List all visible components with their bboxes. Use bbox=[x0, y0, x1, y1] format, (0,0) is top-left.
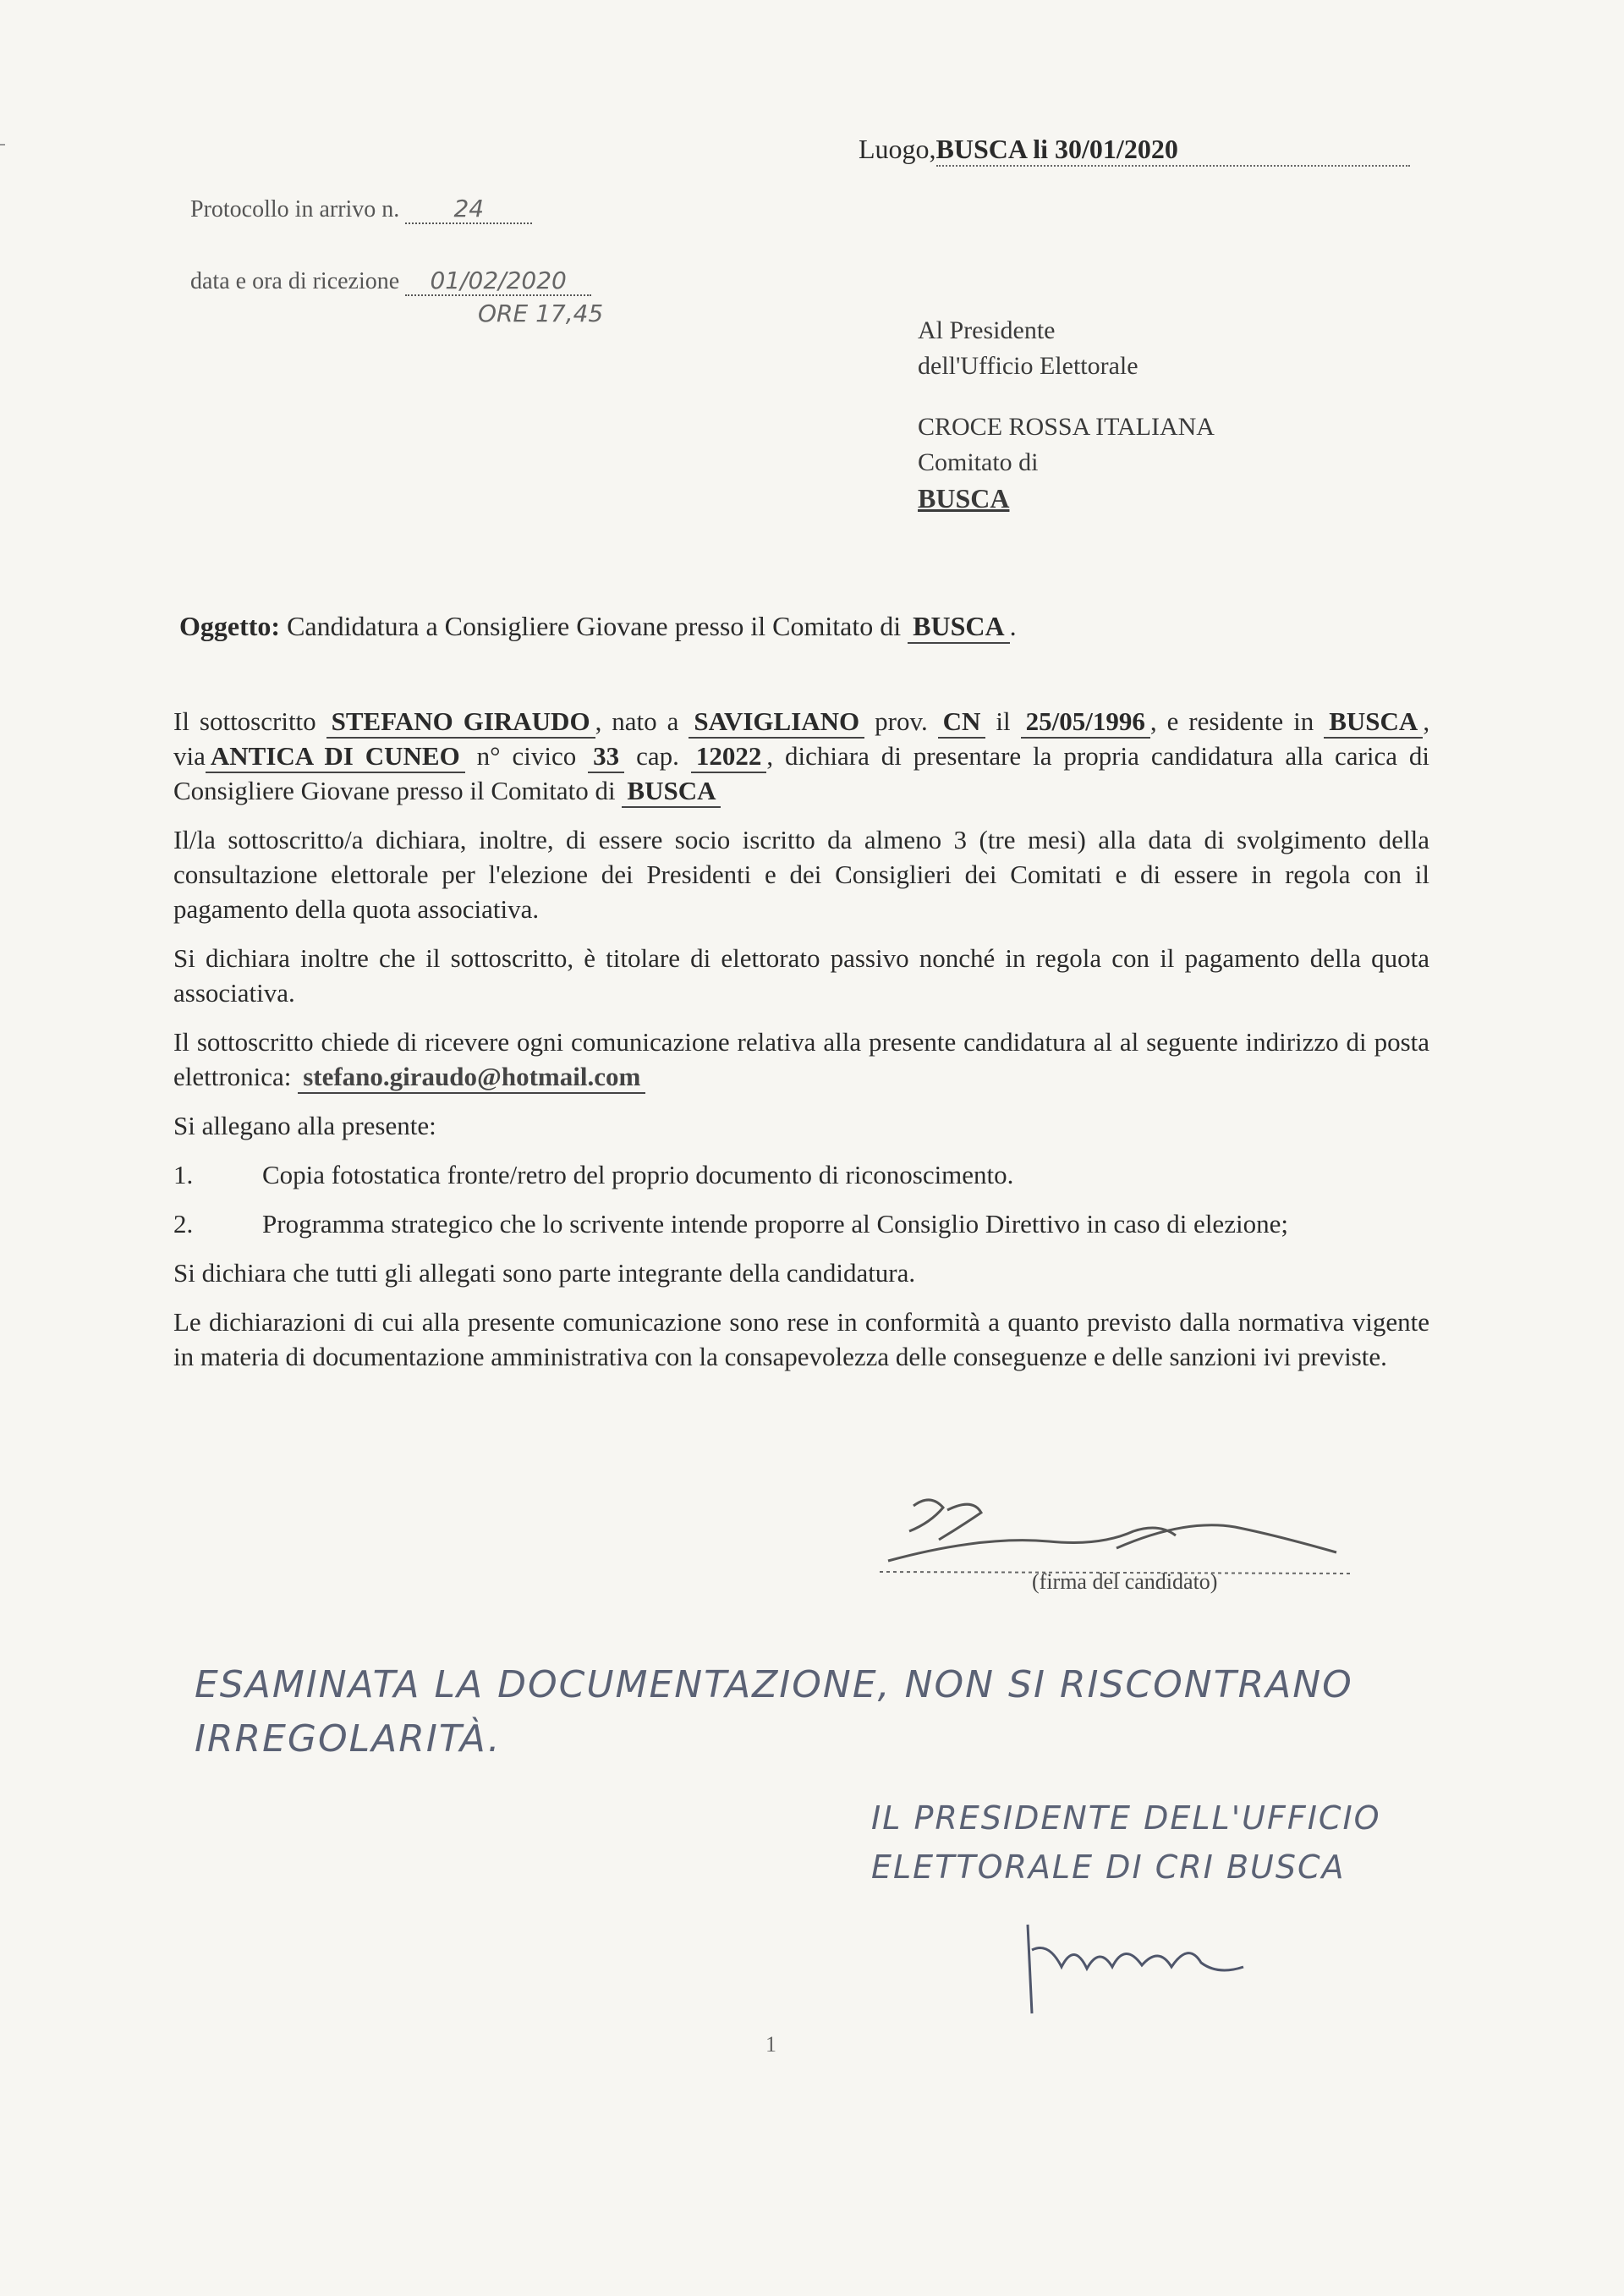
place-label: Luogo, bbox=[859, 134, 936, 164]
candidate-province: CN bbox=[938, 706, 986, 739]
candidate-cap: 12022 bbox=[691, 741, 767, 773]
eligibility-paragraph: Si dichiara inoltre che il sottoscritto, è titolare di elettorato passivo nonché in regola con il pagamento della quota associativa. bbox=[173, 943, 1429, 1008]
handwritten-president-note: IL PRESIDENTE DELL'UFFICIO ELETTORALE DI CRI BUSCA bbox=[871, 1799, 1381, 1886]
addressee-org: CROCE ROSSA ITALIANA bbox=[918, 413, 1215, 441]
protocol-number: 24 bbox=[405, 195, 532, 224]
received-line bbox=[190, 266, 603, 327]
attachment-item-1: 1. Copia fotostatica fronte/retro del proprio documento di riconoscimento. bbox=[173, 1160, 1014, 1189]
candidate-birthplace: SAVIGLIANO bbox=[689, 706, 864, 739]
candidate-committee: BUSCA bbox=[622, 776, 721, 808]
attachment-item-2: 2. Programma strategico che lo scrivente intende proporre al Consiglio Direttivo in caso di elezione; bbox=[173, 1209, 1288, 1239]
page-number: 1 bbox=[765, 2032, 776, 2057]
subject-text: Candidatura a Consigliere Giovane presso il Comitato di bbox=[287, 611, 902, 641]
attachments-intro: Si allegano alla presente: bbox=[173, 1111, 436, 1140]
place-date-value: BUSCA li 30/01/2020 bbox=[935, 134, 1178, 164]
signature-label: (firma del candidato) bbox=[1032, 1569, 1218, 1594]
addressee-committee-label: Comitato di bbox=[918, 448, 1039, 476]
conformity-paragraph: Le dichiarazioni di cui alla presente comunicazione sono rese in conformità a quanto previsto dalla normativa vigente in materia di documentazione amministrativa con la consapevolezza delle conseguenze e delle sanzioni ivi previste. bbox=[173, 1307, 1429, 1371]
integral-paragraph: Si dichiara che tutti gli allegati sono parte integrante della candidatura. bbox=[173, 1258, 916, 1288]
protocol-line bbox=[190, 195, 532, 224]
subject-label: Oggetto: bbox=[179, 611, 281, 641]
candidate-name: STEFANO GIRAUDO bbox=[326, 706, 595, 739]
protocol-label: Protocollo in arrivo n. bbox=[190, 196, 400, 222]
candidate-birthdate: 25/05/1996 bbox=[1021, 706, 1150, 739]
place-date-line bbox=[859, 134, 1410, 167]
addressee-committee-name: BUSCA bbox=[918, 483, 1010, 514]
membership-paragraph: Il/la sottoscritto/a dichiara, inoltre, di essere socio iscritto da almeno 3 (tre mesi) alla data di svolgimento della consultazione elettorale per l'elezione dei Presidenti e dei Consiglieri dei Comitati e di essere in regola con il pagamento della quota associativa. bbox=[173, 825, 1429, 924]
addressee-line1: Al Presidente bbox=[918, 316, 1056, 344]
body-text bbox=[173, 704, 1429, 1388]
president-signature bbox=[1015, 1916, 1252, 2018]
scan-edge-mark bbox=[0, 144, 5, 146]
received-date: 01/02/2020 bbox=[405, 266, 591, 296]
candidate-paragraph: Il sottoscritto STEFANO GIRAUDO , nato a SAVIGLIANO prov. CN il 25/05/1996 , e residente in BUSCA , via ANTICA DI CUNEO n° civico 33 cap. 12022 , dichiara di presentare la propria candidatura alla carica di Consigliere Giovane presso il Comitato di BUSCA bbox=[173, 704, 1429, 808]
candidate-civic: 33 bbox=[588, 741, 624, 773]
candidate-street: ANTICA DI CUNEO bbox=[206, 741, 465, 773]
received-time: ORE 17,45 bbox=[478, 299, 604, 327]
candidate-email: stefano.giraudo@hotmail.com bbox=[298, 1062, 645, 1094]
received-label: data e ora di ricezione bbox=[190, 268, 400, 294]
candidate-signature bbox=[880, 1489, 1353, 1582]
addressee-block bbox=[918, 313, 1215, 516]
subject-committee: BUSCA bbox=[908, 611, 1009, 644]
candidate-city: BUSCA bbox=[1324, 706, 1423, 739]
contact-paragraph: Il sottoscritto chiede di ricevere ogni comunicazione relativa alla presente candidatura al al seguente indirizzo di posta elettronica: stefano.giraudo@hotmail.com bbox=[173, 1024, 1429, 1094]
subject-line: Oggetto: Candidatura a Consigliere Giovane presso il Comitato di BUSCA . bbox=[179, 611, 1017, 642]
handwritten-review-note: ESAMINATA LA DOCUMENTAZIONE, NON SI RISCONTRANO IRREGOLARITÀ. bbox=[195, 1663, 1353, 1760]
addressee-line2: dell'Ufficio Elettorale bbox=[918, 352, 1138, 380]
